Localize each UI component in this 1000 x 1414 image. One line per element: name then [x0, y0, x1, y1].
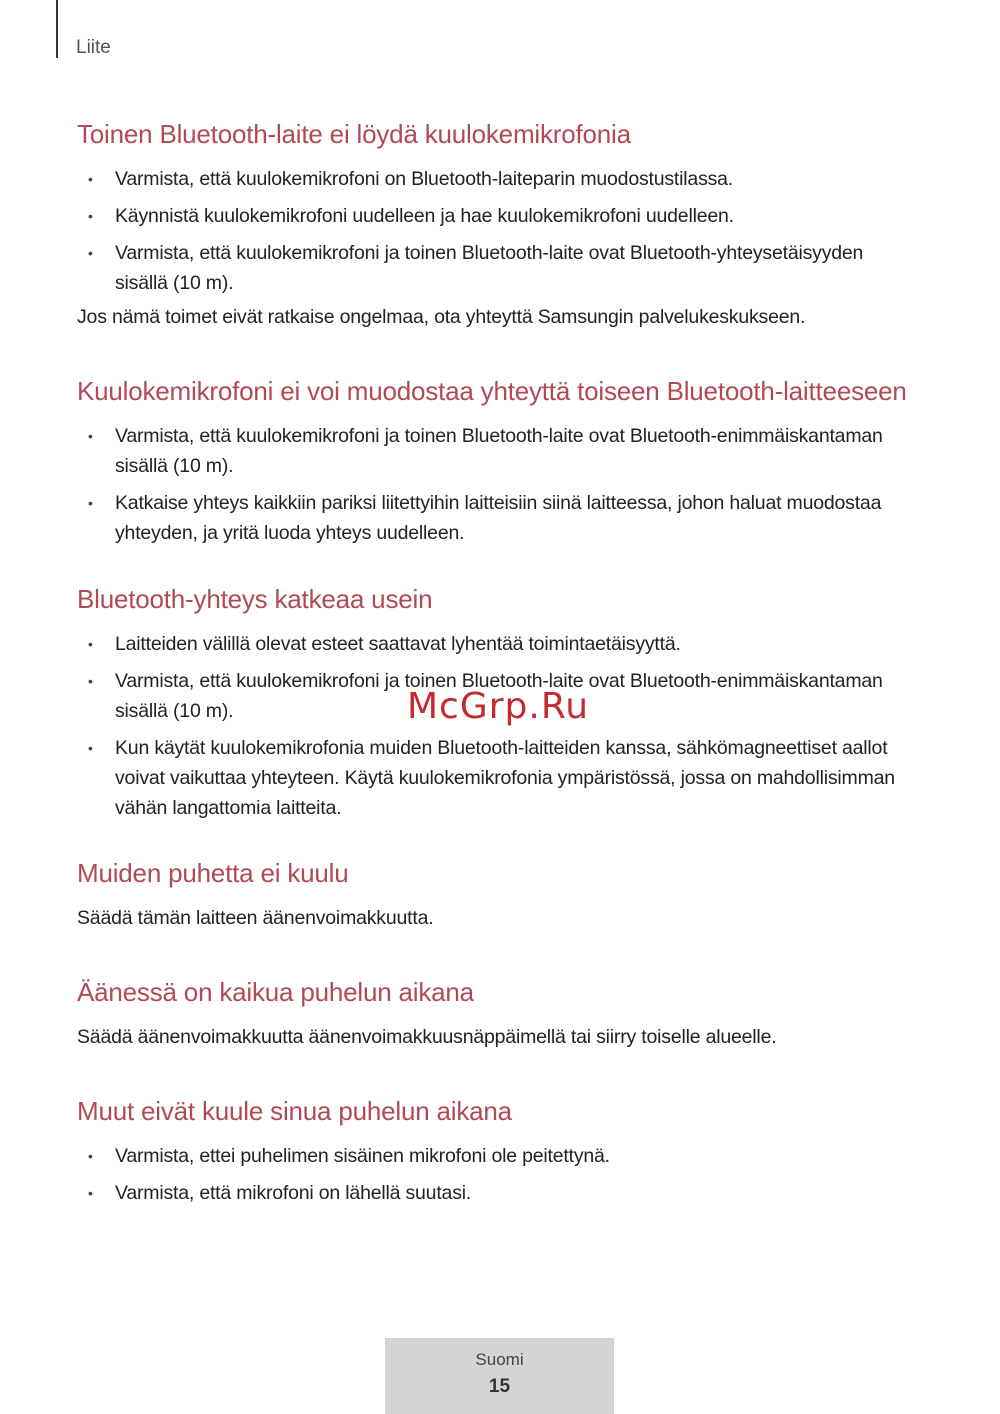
list-item-text: Laitteiden välillä olevat esteet saattavat lyhentää toimintaetäisyyttä. [115, 633, 681, 655]
bullet-icon: • [88, 208, 93, 224]
list-item [77, 1178, 917, 1208]
bullet-icon: • [88, 636, 93, 652]
section-title: Muiden puhetta ei kuulu [77, 858, 349, 888]
section-title: Bluetooth-yhteys katkeaa usein [77, 584, 433, 614]
section-text: Säädä tämän laitteen äänenvoimakkuutta. [77, 907, 434, 929]
page-content [77, 118, 917, 1215]
section-cannot-hear-others [77, 857, 917, 933]
section-others-cannot-hear [77, 1095, 917, 1208]
page-footer [385, 1338, 614, 1414]
list-item-text: Varmista, että mikrofoni on lähellä suutasi. [115, 1182, 472, 1204]
list-item [77, 164, 917, 194]
list-item [77, 629, 917, 659]
section-title: Muut eivät kuule sinua puhelun aikana [77, 1096, 512, 1126]
bullet-icon: • [88, 1185, 93, 1201]
list-item-text: Varmista, ettei puhelimen sisäinen mikrofoni ole peitettynä. [115, 1145, 610, 1167]
section-title: Kuulokemikrofoni ei voi muodostaa yhteyttä toiseen Bluetooth-laitteeseen [77, 376, 907, 406]
bullet-icon: • [88, 428, 93, 444]
list-item [77, 421, 917, 481]
bullet-icon: • [88, 673, 93, 689]
section-note: Jos nämä toimet eivät ratkaise ongelmaa, ota yhteyttä Samsungin palvelukeskukseen. [77, 306, 806, 328]
section-cannot-connect [77, 375, 917, 548]
list-item [77, 488, 917, 548]
bullet-list [77, 421, 917, 548]
bullet-icon: • [88, 495, 93, 511]
page-number: 15 [488, 1376, 511, 1397]
list-item [77, 238, 917, 298]
list-item-text: Katkaise yhteys kaikkiin pariksi liitettyihin laitteisiin siinä laitteessa, johon haluat muodostaa yhteyden, ja yritä luoda yhteys uudelleen. [115, 492, 882, 544]
section-title: Toinen Bluetooth-laite ei löydä kuulokemikrofonia [77, 119, 631, 149]
section-text: Säädä äänenvoimakkuutta äänenvoimakkuusnäppäimellä tai siirry toiselle alueelle. [77, 1026, 777, 1048]
section-title: Äänessä on kaikua puhelun aikana [77, 977, 474, 1007]
bullet-icon: • [88, 740, 93, 756]
list-item-text: Varmista, että kuulokemikrofoni ja toinen Bluetooth-laite ovat Bluetooth-enimmäiskantaman sisällä (10 m). [115, 425, 883, 477]
list-item [77, 733, 917, 823]
bullet-icon: • [88, 1148, 93, 1164]
footer-language: Suomi [475, 1350, 524, 1369]
list-item-text: Käynnistä kuulokemikrofoni uudelleen ja hae kuulokemikrofoni uudelleen. [115, 205, 734, 227]
section-echo [77, 976, 917, 1052]
section-other-device-not-found [77, 118, 917, 332]
bullet-icon: • [88, 171, 93, 187]
bullet-list [77, 1141, 917, 1208]
list-item-text: Varmista, että kuulokemikrofoni on Bluetooth-laiteparin muodostustilassa. [115, 168, 734, 190]
watermark: McGrp.Ru [407, 686, 590, 727]
header-label: Liite [76, 37, 111, 58]
list-item [77, 201, 917, 231]
bullet-list [77, 164, 917, 298]
list-item-text: Varmista, että kuulokemikrofoni ja toinen Bluetooth-laite ovat Bluetooth-yhteysetäisyyden sisällä (10 m). [115, 242, 864, 294]
list-item-text: Varmista, että kuulokemikrofoni ja toinen Bluetooth-laite ovat Bluetooth-enimmäiskantaman sisällä (10 m). [115, 670, 883, 722]
list-item [77, 1141, 917, 1171]
bullet-icon: • [88, 245, 93, 261]
header-rule [56, 0, 58, 58]
list-item-text: Kun käytät kuulokemikrofonia muiden Bluetooth-laitteiden kanssa, sähkömagneettiset aallot voivat vaikuttaa yhteyteen. Käytä kuulokemikrofonia ympäristössä, jossa on mahdollisimman vähän langattomia laitteita. [115, 737, 895, 819]
